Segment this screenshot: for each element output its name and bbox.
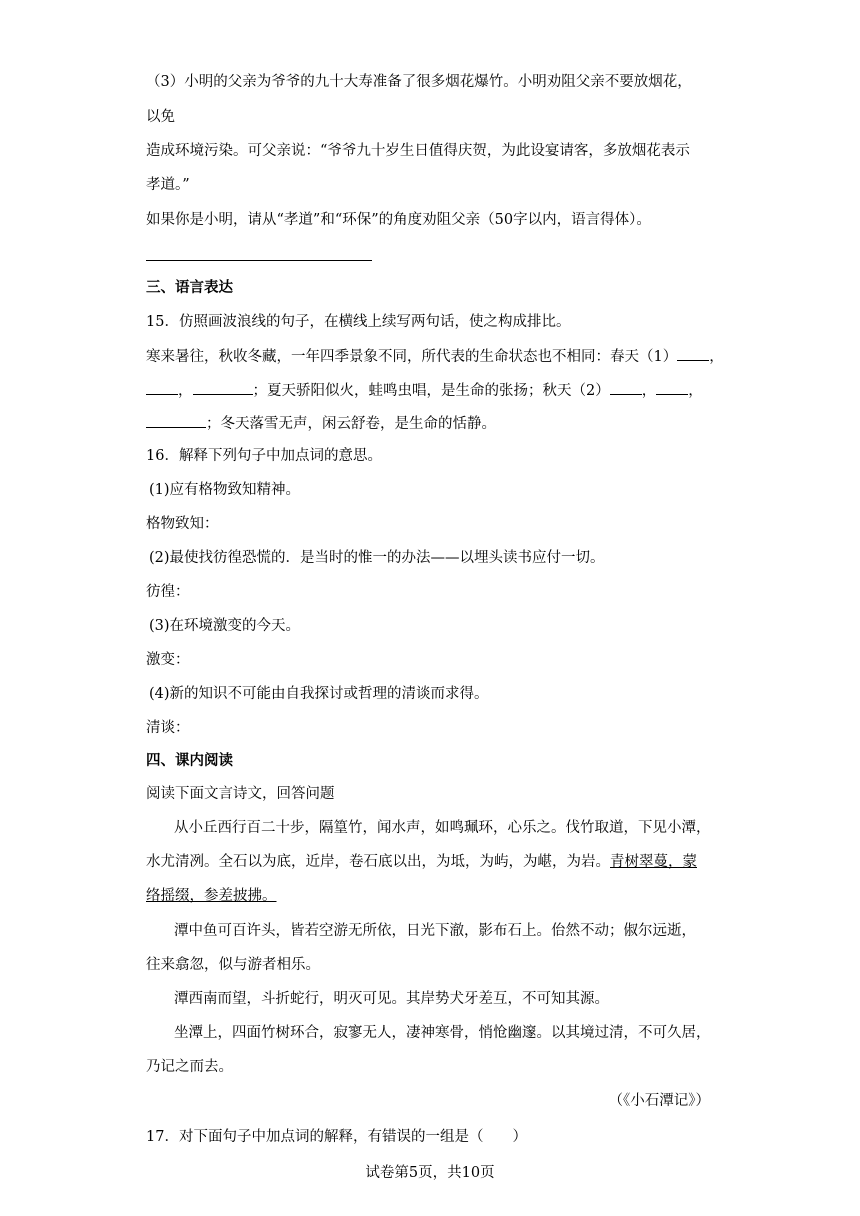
blank [677,346,709,361]
q14-3-line5: 如果你是小明，请从“孝道”和“环保”的角度劝阻父亲（50字以内，语言得体）。 [146,212,651,228]
passage-p4-line1: 坐潭上，四面竹树环合，寂寥无人，凄神寒骨，悄怆幽邃。以其境过清，不可久居， [174,1025,711,1041]
q15-line1: 寒来暑往，秋收冬藏，一年四季景象不同，所代表的生命状态也不相同：春天（1） ， [146,346,724,367]
q16-s4-label: 清谈： [146,720,190,736]
q15-stem: 15．仿照画波浪线的句子，在横线上续写两句话，使之构成排比。 [146,314,571,330]
section-4-title: 四、课内阅读 [146,753,233,769]
q15-line3 [146,413,496,434]
passage-p3-line1: 潭西南而望，斗折蛇行，明灭可见。其岸势犬牙差互，不可知其源。 [174,991,609,1007]
passage-p1-line1: 从小丘西行百二十步，隔篁竹，闻水声，如鸣珮环，心乐之。伐竹取道，下见小潭， [174,820,711,836]
passage-p1-line3: 络摇缀，参差披拂。 [146,888,277,904]
q16-s1-label: 格物致知： [146,516,219,532]
q16-s3-label: 激变： [146,652,190,668]
q15-line2: ， ；夏天骄阳似火，蛙鸣虫唱，是生命的张扬；秋天（2） ， ， [146,380,703,401]
passage-p4-line2: 乃记之而去。 [146,1059,233,1075]
q15-line1-text: 寒来暑往，秋收冬藏，一年四季景象不同，所代表的生命状态也不相同：春天（1） [146,349,678,365]
passage-p1-line2-text: 水尤清冽。全石以为底，近岸，卷石底以出，为坻，为屿，为嵁，为岩。 [146,854,610,870]
q14-3-line3: 造成环境污染。可父亲说：“爷爷九十岁生日值得庆贺，为此设宴请客，多放烟花表示 [146,143,690,159]
q17-stem: 17．对下面句子中加点词的解释，有错误的一组是（ ） [146,1129,527,1145]
q16-s2: (2)最使找彷徨恐慌的．是当时的惟一的办法——以埋头读书应付一切。 [149,550,605,566]
q15-line3-text: ；冬天落雪无声，闲云舒卷，是生命的恬静。 [206,416,496,432]
blank [193,380,253,395]
q14-3-line1: （3）小明的父亲为爷爷的九十大寿准备了很多烟花爆竹。小明劝阻父亲不要放烟花， [146,74,692,90]
q16-stem: 16．解释下列句子中加点词的意思。 [146,448,382,464]
passage-p2-line2: 往来翕忽，似与游者相乐。 [146,957,320,973]
q15-line2-text: ；夏天骄阳似火，蛙鸣虫唱，是生命的张扬；秋天（2） [252,383,610,399]
passage-p1-line2 [146,852,697,872]
blank [146,413,206,428]
reading-intro: 阅读下面文言诗文，回答问题 [146,786,335,802]
page-footer: 试卷第5页，共10页 [365,1165,495,1181]
passage-p2-line1: 潭中鱼可百许头，皆若空游无所依，日光下澈，影布石上。佁然不动；俶尔远逝， [174,923,696,939]
q16-s2-label: 彷徨： [146,584,190,600]
q14-3-line2: 以免 [146,109,175,125]
blank [656,380,688,395]
q15-comma: ， [178,383,193,399]
section-3-title: 三、语言表达 [146,280,233,296]
q16-s4: (4)新的知识不可能由自我探讨或哲理的清谈而求得。 [149,686,489,702]
q14-3-line4: 孝道。” [146,177,190,193]
q16-s3: (3)在环境激变的今天。 [149,618,301,634]
blank [610,380,642,395]
answer-line [146,260,372,261]
q16-s1: (1)应有格物致知精神。 [149,482,301,498]
underlined-sentence: 青树翠蔓，蒙 [610,854,697,870]
blank [146,380,178,395]
passage-source: （《小石潭记》） [608,1093,710,1109]
